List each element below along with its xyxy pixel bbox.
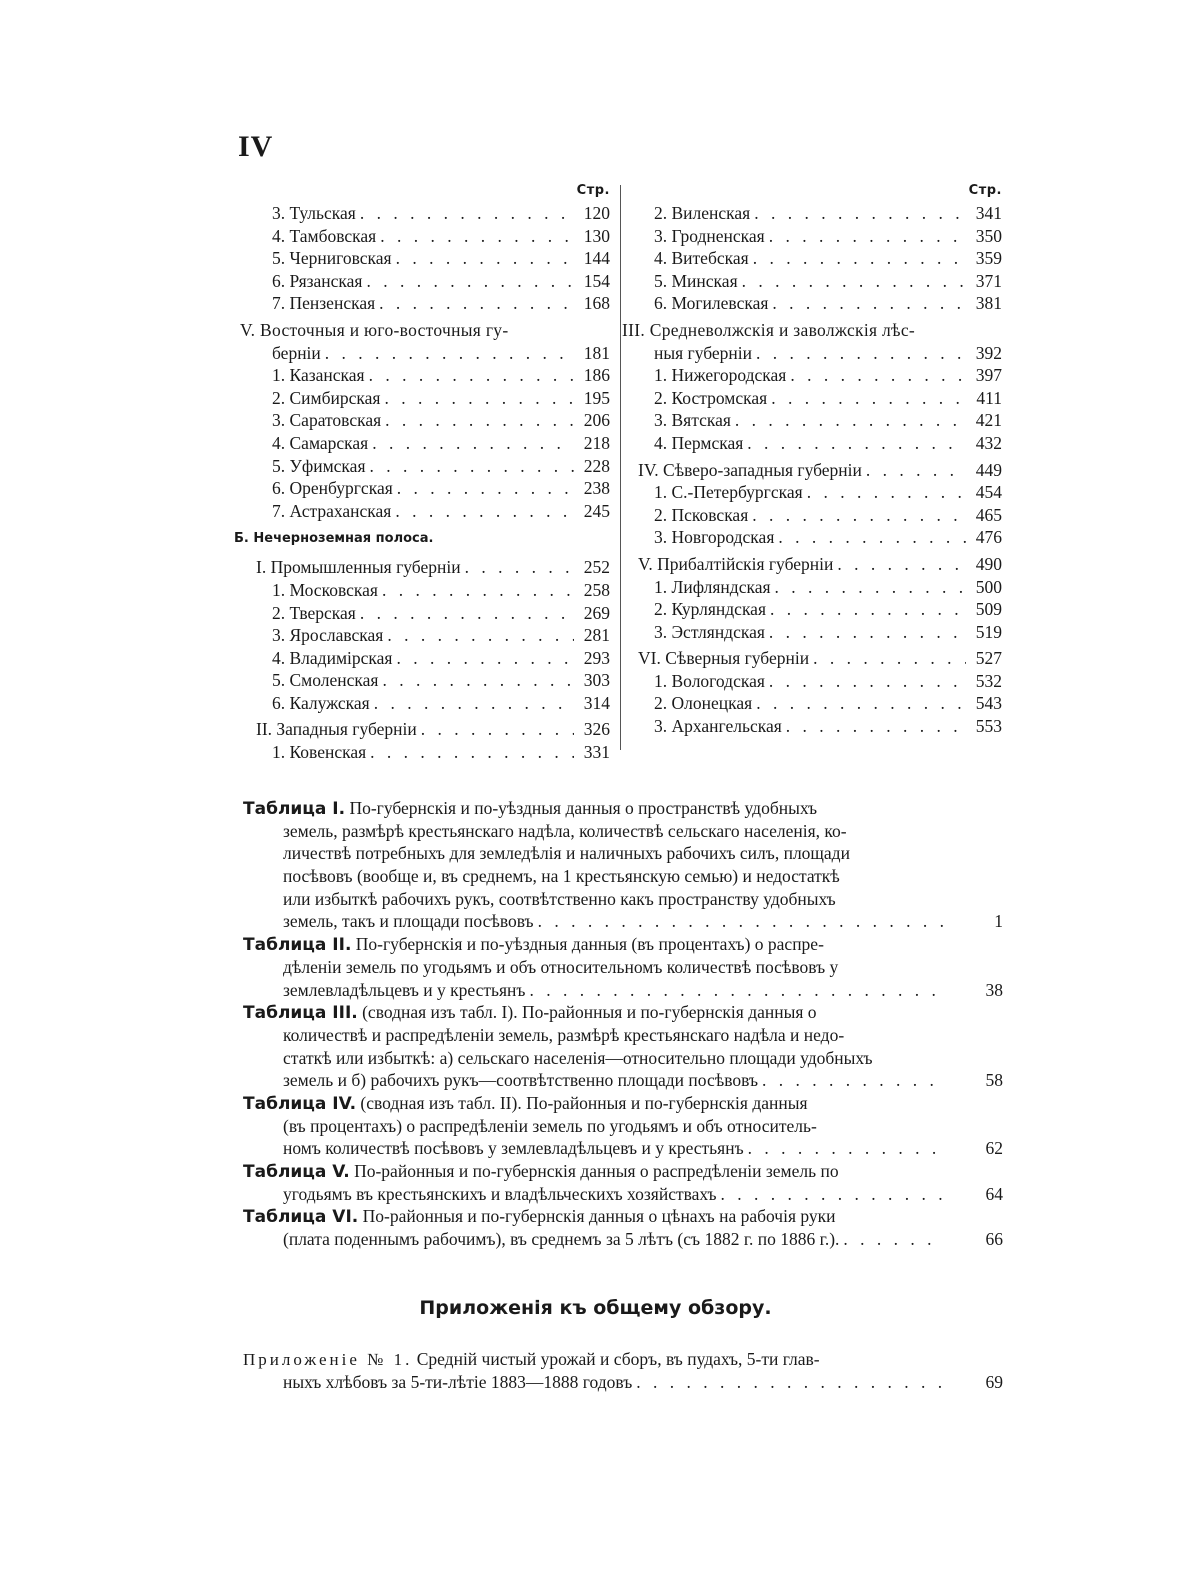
entry-line xyxy=(243,1205,1003,1228)
entry-line xyxy=(243,842,1003,865)
table-entry xyxy=(243,797,1003,933)
leader-dots xyxy=(839,1228,943,1251)
entry-label: Таблица VI. xyxy=(243,1207,359,1228)
toc-page: 144 xyxy=(583,248,610,269)
toc-page: 432 xyxy=(975,432,1002,453)
toc-item xyxy=(622,504,1002,527)
toc-item xyxy=(622,225,1002,248)
toc-item xyxy=(240,602,610,625)
toc-page: 465 xyxy=(975,504,1002,525)
toc-group-title: III. Средневолжскія и заволжскія лѣс- xyxy=(622,319,916,340)
leader-dots xyxy=(391,500,574,523)
entry-text: (въ процентахъ) о распредѣленіи земель по угодьямъ и объ относитель- xyxy=(283,1115,817,1136)
entry-text: Приложеніе № 1. Средній чистый урожай и сборъ, въ пудахъ, 5-ти глав- xyxy=(243,1349,820,1369)
entry-page: 62 xyxy=(985,1138,1003,1159)
leader-dots xyxy=(356,602,574,625)
toc-page: 527 xyxy=(975,648,1002,669)
toc-page: 532 xyxy=(975,670,1002,691)
toc-page: 519 xyxy=(975,621,1002,642)
toc-page: 154 xyxy=(583,270,610,291)
entry-text: угодьямъ въ крестьянскихъ и владѣльческихъ хозяйствахъ xyxy=(283,1183,717,1204)
toc-page: 181 xyxy=(583,342,610,363)
leader-dots xyxy=(803,481,966,504)
entry-line xyxy=(243,1348,1003,1371)
toc-item xyxy=(240,225,610,248)
entry-line xyxy=(243,956,1003,979)
entry-line xyxy=(243,1001,1003,1024)
toc-page: 397 xyxy=(975,365,1002,386)
leader-dots xyxy=(752,692,966,715)
leader-dots xyxy=(376,225,574,248)
entry-label: Таблица V. xyxy=(243,1162,350,1182)
toc-item xyxy=(240,202,610,225)
entry-page: 69 xyxy=(985,1371,1003,1392)
entry-line xyxy=(243,1183,1003,1206)
toc-group-row xyxy=(240,718,610,741)
toc-label: 6. Могилевская xyxy=(654,293,769,314)
entry-label: Таблица I. xyxy=(243,799,346,819)
leader-dots xyxy=(381,409,574,432)
toc-item xyxy=(622,270,1002,293)
toc-page: 228 xyxy=(583,455,610,476)
toc-label: VI. Сѣверныя губерніи xyxy=(638,648,810,669)
toc-page: 252 xyxy=(583,557,610,578)
entry-line xyxy=(243,1228,1003,1251)
toc-page: 392 xyxy=(975,342,1002,363)
entry-line xyxy=(243,865,1003,888)
toc-page: 206 xyxy=(583,410,610,431)
toc-item xyxy=(240,579,610,602)
toc-page: 509 xyxy=(975,599,1002,620)
toc-page: 314 xyxy=(583,692,610,713)
toc-label: 1. С.-Петербургская xyxy=(654,482,803,503)
leader-dots xyxy=(765,670,966,693)
leader-dots xyxy=(366,741,574,764)
toc-label: 7. Астраханская xyxy=(272,500,392,521)
toc-group-entry xyxy=(240,319,610,364)
toc-item xyxy=(622,576,1002,599)
entry-text: Таблица V. По-районныя и по-губернскія данныя о распредѣленіи земель по xyxy=(243,1161,839,1182)
entry-line xyxy=(243,1371,1003,1394)
column-divider xyxy=(620,185,621,750)
leader-dots xyxy=(392,247,574,270)
toc-group-row xyxy=(622,459,1002,482)
toc-item xyxy=(622,202,1002,225)
leader-dots xyxy=(380,387,574,410)
leader-dots xyxy=(786,364,966,387)
toc-label: 6. Оренбургская xyxy=(272,478,393,499)
entry-text: земель, такъ и площади посѣвовъ xyxy=(283,911,534,932)
toc-page: 195 xyxy=(583,387,610,408)
leader-dots xyxy=(534,910,943,933)
entry-text: Таблица IV. (сводная изъ табл. II). По-районныя и по-губернскія данныя xyxy=(243,1092,808,1114)
toc-group-row xyxy=(240,342,610,365)
toc-item xyxy=(240,292,610,315)
toc-item xyxy=(622,670,1002,693)
toc-page: 238 xyxy=(583,478,610,499)
toc-page: 186 xyxy=(583,365,610,386)
toc-label: 6. Калужская xyxy=(272,692,370,713)
toc-page: 258 xyxy=(583,579,610,600)
leader-dots xyxy=(417,718,574,741)
entry-label: Таблица II. xyxy=(243,935,352,956)
leader-dots xyxy=(758,1069,943,1092)
entry-line xyxy=(243,1092,1003,1115)
leader-dots xyxy=(833,553,966,576)
table-entry xyxy=(243,1001,1003,1092)
toc-label: 1. Нижегородская xyxy=(654,365,787,386)
table-entry xyxy=(243,1348,1003,1393)
entry-line xyxy=(243,910,1003,933)
toc-right-column xyxy=(622,180,1002,738)
toc-item xyxy=(240,455,610,478)
leader-dots xyxy=(365,364,574,387)
toc-item xyxy=(240,409,610,432)
toc-item xyxy=(622,715,1002,738)
entry-text: Таблица VI. По-районныя и по-губернскія данныя о цѣнахъ на рабочія руки xyxy=(243,1206,836,1228)
entry-text: дѣленіи земель по угодьямъ и объ относительномъ количествѣ посѣвовъ у xyxy=(283,956,839,977)
entry-text: земель, размѣрѣ крестьянскаго надѣла, количествѣ сельскаго населенія, ко- xyxy=(283,820,847,841)
toc-item xyxy=(622,432,1002,455)
entry-line xyxy=(243,820,1003,843)
leader-dots xyxy=(738,270,966,293)
entry-text: посѣвовъ (вообще и, въ среднемъ, на 1 крестьянскую семью) и недостаткѣ xyxy=(283,866,840,887)
entry-text: статкѣ или избыткѣ: а) сельскаго населенія—относительно площади удобныхъ xyxy=(283,1047,873,1068)
leader-dots xyxy=(752,342,966,365)
toc-label: 1. Московская xyxy=(272,579,378,600)
leader-dots xyxy=(766,598,966,621)
toc-label: 1. Казанская xyxy=(272,365,365,386)
toc-label: 2. Курляндская xyxy=(654,599,766,620)
entry-text: количествѣ и распредѣленіи земель, размѣрѣ крестьянскаго надѣла и недо- xyxy=(283,1024,845,1045)
toc-label: 3. Эстляндская xyxy=(654,621,765,642)
toc-page: 500 xyxy=(975,576,1002,597)
toc-label: берніи xyxy=(272,342,321,363)
toc-label: V. Прибалтійскія губерніи xyxy=(638,553,834,574)
toc-label: 4. Витебская xyxy=(654,248,749,269)
leader-dots xyxy=(321,342,574,365)
leader-dots xyxy=(368,432,574,455)
leader-dots xyxy=(383,624,574,647)
toc-item xyxy=(240,270,610,293)
table-entry xyxy=(243,933,1003,1001)
toc-item xyxy=(622,598,1002,621)
entry-line xyxy=(243,797,1003,820)
toc-page: 281 xyxy=(583,625,610,646)
toc-label: I. Промышленныя губерніи xyxy=(256,557,461,578)
toc-label: ныя губерніи xyxy=(654,342,753,363)
entry-text: личествѣ потребныхъ для земледѣлія и наличныхъ рабочихъ силъ, площади xyxy=(283,843,850,864)
toc-group-row xyxy=(622,553,1002,576)
entry-text: Таблица II. По-губернскія и по-уѣздныя данныя (въ процентахъ) о распре- xyxy=(243,934,824,956)
toc-label: 2. Псковская xyxy=(654,504,749,525)
toc-page: 371 xyxy=(975,270,1002,291)
toc-label: 4. Пермская xyxy=(654,432,744,453)
toc-page: 245 xyxy=(583,500,610,521)
toc-group-entry xyxy=(622,319,1002,364)
entry-page: 66 xyxy=(985,1229,1003,1250)
toc-label: 3. Архангельская xyxy=(654,716,782,737)
toc-page: 120 xyxy=(583,203,610,223)
toc-item xyxy=(240,669,610,692)
toc-label: IV. Сѣверо-западныя губерніи xyxy=(638,459,862,480)
toc-page: 293 xyxy=(583,647,610,668)
leader-dots xyxy=(744,1137,943,1160)
leader-dots xyxy=(774,526,966,549)
leader-dots xyxy=(362,270,574,293)
toc-item xyxy=(240,624,610,647)
toc-item xyxy=(240,247,610,270)
toc-item xyxy=(622,692,1002,715)
toc-label: 1. Вологодская xyxy=(654,670,765,691)
page-column-label: Стр. xyxy=(576,183,610,198)
leader-dots xyxy=(525,979,943,1002)
leader-dots xyxy=(748,504,966,527)
entry-line xyxy=(243,1047,1003,1070)
toc-page: 303 xyxy=(583,670,610,691)
leader-dots xyxy=(782,715,966,738)
toc-label: 3. Новгородская xyxy=(654,527,775,548)
toc-label: 4. Тамбовская xyxy=(272,225,377,246)
toc-item xyxy=(622,387,1002,410)
toc-label: 4. Владимірская xyxy=(272,647,393,668)
leader-dots xyxy=(392,647,574,670)
entry-page: 58 xyxy=(985,1070,1003,1091)
toc-page: 421 xyxy=(975,410,1002,431)
toc-label: 2. Олонецкая xyxy=(654,693,753,714)
entry-line xyxy=(243,933,1003,956)
entry-label: Таблица IV. xyxy=(243,1093,357,1114)
toc-label: 3. Саратовская xyxy=(272,410,382,431)
appendix-list xyxy=(243,1348,1003,1393)
entry-text: или избыткѣ рабочихъ рукъ, соотвѣтственно какъ пространству удобныхъ xyxy=(283,888,836,909)
entry-line xyxy=(243,1069,1003,1092)
toc-label: 1. Лифляндская xyxy=(654,576,771,597)
table-entry xyxy=(243,1160,1003,1205)
toc-item xyxy=(622,481,1002,504)
leader-dots xyxy=(375,292,574,315)
entry-text: (плата поденнымъ рабочимъ), въ среднемъ за 5 лѣтъ (съ 1882 г. по 1886 г.). xyxy=(283,1229,840,1250)
toc-section-heading: Б. Нечерноземная полоса. xyxy=(234,531,434,547)
entry-label: Приложеніе № 1. xyxy=(243,1350,413,1369)
toc-label: 3. Гродненская xyxy=(654,225,765,246)
entry-line xyxy=(243,979,1003,1002)
entry-text: Таблица I. По-губернскія и по-уѣздныя данныя о пространствѣ удобныхъ xyxy=(243,798,817,819)
leader-dots xyxy=(632,1371,943,1394)
toc-page: 350 xyxy=(975,225,1002,246)
entry-line xyxy=(243,1024,1003,1047)
entry-line xyxy=(243,1115,1003,1138)
leader-dots xyxy=(356,202,574,225)
toc-item xyxy=(622,409,1002,432)
leader-dots xyxy=(743,432,966,455)
toc-page: 218 xyxy=(583,432,610,453)
toc-page: 269 xyxy=(583,602,610,623)
toc-page: 359 xyxy=(975,248,1002,269)
leader-dots xyxy=(378,579,574,602)
page-number: IV xyxy=(238,130,274,163)
leader-dots xyxy=(731,409,966,432)
toc-label: 7. Пензенская xyxy=(272,293,376,314)
entry-label: Таблица III. xyxy=(243,1003,358,1024)
page-column-label: Стр. xyxy=(968,183,1002,198)
leader-dots xyxy=(370,692,574,715)
appendix-heading: Приложенія къ общему обзору. xyxy=(419,1297,772,1319)
toc-label: 3. Ярославская xyxy=(272,625,384,646)
toc-item xyxy=(240,432,610,455)
table-entry xyxy=(243,1092,1003,1160)
toc-page: 168 xyxy=(583,293,610,314)
leader-dots xyxy=(461,556,574,579)
toc-left-column xyxy=(234,180,610,764)
toc-label: 5. Минская xyxy=(654,270,738,291)
leader-dots xyxy=(717,1183,943,1206)
toc-item xyxy=(622,292,1002,315)
toc-page: 331 xyxy=(583,742,610,763)
toc-label: 5. Черниговская xyxy=(272,248,392,269)
toc-label: 2. Костромская xyxy=(654,387,768,408)
toc-group-row xyxy=(622,647,1002,670)
toc-page: 476 xyxy=(975,527,1002,548)
toc-label: 4. Самарская xyxy=(272,432,369,453)
toc-label: 2. Симбирская xyxy=(272,387,381,408)
entry-text: ныхъ хлѣбовъ за 5-ти-лѣтіе 1883—1888 годовъ xyxy=(283,1371,633,1392)
entry-text: землевладѣльцевъ и у крестьянъ xyxy=(283,979,526,1000)
toc-label: 6. Рязанская xyxy=(272,270,363,291)
toc-item xyxy=(240,387,610,410)
toc-group-row xyxy=(240,556,610,579)
toc-item xyxy=(240,364,610,387)
toc-page: 341 xyxy=(975,203,1002,223)
toc-item xyxy=(240,741,610,764)
toc-item xyxy=(622,621,1002,644)
entry-text: номъ количествѣ посѣвовъ у землевладѣльцевъ и у крестьянъ xyxy=(283,1138,744,1159)
toc-page: 553 xyxy=(975,716,1002,737)
toc-label: II. Западныя губерніи xyxy=(256,719,417,740)
toc-page: 130 xyxy=(583,225,610,246)
toc-item xyxy=(240,477,610,500)
toc-group-row xyxy=(622,342,1002,365)
toc-label: 3. Вятская xyxy=(654,410,731,431)
leader-dots xyxy=(393,477,574,500)
entry-page: 1 xyxy=(994,911,1003,932)
entry-line xyxy=(243,1160,1003,1183)
toc-page: 454 xyxy=(975,482,1002,503)
leader-dots xyxy=(750,202,966,225)
tables-list xyxy=(243,797,1003,1251)
toc-item xyxy=(240,647,610,670)
toc-label: 5. Смоленская xyxy=(272,670,379,691)
leader-dots xyxy=(366,455,575,478)
toc-item xyxy=(622,247,1002,270)
toc-item xyxy=(622,526,1002,549)
entry-line xyxy=(243,888,1003,911)
toc-label: 2. Виленская xyxy=(654,203,751,223)
entry-page: 38 xyxy=(985,979,1003,1000)
entry-text: земель и б) рабочихъ рукъ—соотвѣтственно площади посѣвовъ xyxy=(283,1070,759,1091)
toc-label: 3. Тульская xyxy=(272,203,356,223)
leader-dots xyxy=(765,225,966,248)
toc-item xyxy=(240,500,610,523)
entry-page: 64 xyxy=(985,1183,1003,1204)
leader-dots xyxy=(768,292,966,315)
toc-item xyxy=(622,364,1002,387)
entry-text: Таблица III. (сводная изъ табл. I). По-районныя и по-губернскія данныя о xyxy=(243,1002,817,1024)
leader-dots xyxy=(749,247,966,270)
leader-dots xyxy=(771,576,966,599)
leader-dots xyxy=(765,621,966,644)
toc-label: 5. Уфимская xyxy=(272,455,366,476)
toc-page: 381 xyxy=(975,293,1002,314)
toc-label: 1. Ковенская xyxy=(272,742,367,763)
toc-page: 326 xyxy=(583,719,610,740)
toc-page: 490 xyxy=(975,553,1002,574)
toc-page: 411 xyxy=(976,387,1002,408)
toc-label: 2. Тверская xyxy=(272,602,356,623)
toc-group-title: V. Восточныя и юго-восточныя гу- xyxy=(240,319,509,340)
leader-dots xyxy=(767,387,966,410)
leader-dots xyxy=(862,459,966,482)
toc-item xyxy=(240,692,610,715)
leader-dots xyxy=(809,647,966,670)
table-entry xyxy=(243,1205,1003,1250)
toc-page: 543 xyxy=(975,693,1002,714)
leader-dots xyxy=(378,669,574,692)
entry-line xyxy=(243,1137,1003,1160)
toc-page: 449 xyxy=(975,459,1002,480)
